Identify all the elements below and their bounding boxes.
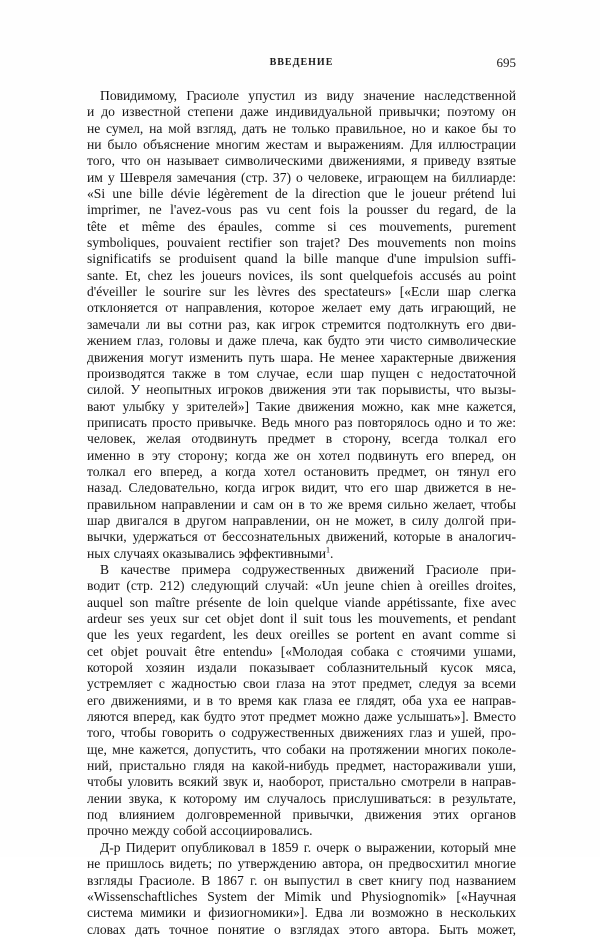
text-line [87, 137, 516, 153]
text-line [87, 676, 516, 692]
line-text: человек, желая отодвинуть предмет в сторону, всегда толкал его [87, 431, 516, 447]
text-line [87, 627, 516, 643]
text-line [87, 807, 516, 823]
line-text: под влиянием долговременной привычки, движения этих органов [87, 807, 516, 823]
text-line [87, 611, 516, 627]
text-line [87, 300, 516, 316]
line-text: которой хозяин издали показывает соблазнительный кусок мяса, [87, 660, 516, 676]
line-text: ний, пристально глядя на какой-нибудь предмет, настораживали уши, [87, 758, 516, 774]
text-line [87, 317, 516, 333]
text-line [87, 104, 516, 120]
line-text: именно в эту сторону; когда же он хотел подвинуть его вперед, он [87, 447, 516, 463]
line-text: Повидимому, Грасиоле упустил из виду значение наследственной [100, 88, 516, 103]
text-line [87, 497, 516, 513]
text-line [87, 595, 516, 611]
text-line [87, 693, 516, 709]
line-text: словах дать точное понятие о взглядах этого автора. Быть может, [87, 921, 516, 937]
text-line [87, 382, 516, 398]
text-line [87, 480, 516, 496]
text-line [87, 88, 516, 104]
line-text: ardeur ses yeux sur cet objet dont il suit tous les mouvements, et pendant [87, 611, 516, 626]
text-line [87, 366, 516, 382]
text-line [87, 415, 516, 431]
text-line [87, 170, 516, 186]
line-text: приписать просто привычке. Ведь много раз повторялось одно и то же: [87, 414, 516, 430]
line-text: лении звука, к которому им случалось прислушиваться: в результате, [87, 790, 516, 806]
line-text: шар двигался в другом направлении, он не может, в силу долгой при- [87, 512, 516, 528]
line-text: не пришлось видеть; по утверждению автора, он предвосхитил многие [87, 856, 516, 872]
text-line [87, 448, 516, 464]
line-text: производятся также в том случае, если шар пущен с недостаточной [87, 365, 516, 381]
line-text: его движениями, и в то время как глаза ее глядят, оба уха ее направ- [87, 692, 516, 708]
running-header [87, 55, 516, 71]
text-line [87, 350, 516, 366]
page-number: 695 [496, 55, 516, 70]
text-line [87, 513, 516, 529]
line-text: водит (стр. 212) следующий случай: «Un jeune chien à oreilles droites, [87, 578, 516, 594]
line-text: не сумел, на мой взгляд, дать не только правильное, но и какое бы то [87, 120, 516, 136]
text-line [87, 219, 516, 235]
text-line [87, 856, 516, 872]
line-text: прочно между собой ассоциировались. [87, 823, 313, 839]
line-text: sante. Et, chez les joueurs novices, ils sont quelquefois accusés au point [87, 267, 516, 283]
line-text: того, что он называет символическими движениями, я приведу взятые [87, 153, 516, 169]
line-text: auquel son maître présente de loin quelque viande appétissante, fixe avec [87, 594, 516, 610]
text-line [87, 644, 516, 660]
line-text: ще, мне кажется, допустить, что собаки на протяжении многих поколе- [87, 741, 516, 757]
text-line [87, 578, 516, 594]
line-text: В качестве примера содружественных движений Грасиоле при- [100, 561, 516, 577]
line-text: правильном направлении и сам он в то же время сильно желает, чтобы [87, 496, 516, 512]
line-text: «Si une bille dévie légèrement de la direction que le joueur prétend lui [87, 186, 516, 202]
body-text [87, 88, 516, 938]
text-line [87, 268, 516, 284]
text-line [87, 742, 516, 758]
text-line [87, 774, 516, 790]
line-text: ных случаях оказывались эффективными [87, 545, 327, 561]
text-line [87, 791, 516, 807]
line-text: «Wissenschaftliches System der Mimik und Physiognomik» [«Научная [87, 888, 516, 904]
line-text: вают улыбку у зрителей»] Такие движения можно, как мне кажется, [87, 398, 516, 414]
text-line [87, 464, 516, 480]
text-line [87, 121, 516, 137]
line-text: назад. Следовательно, когда игрок видит, что его шар движется в не- [87, 480, 516, 496]
text-line [87, 873, 516, 889]
line-text: и до известной степени даже индивидуальной привычки; поэтому он [87, 104, 516, 120]
line-text: замечали ли вы сотни раз, как игрок стремится подтолкнуть его дви- [87, 316, 516, 332]
line-text: им у Шевреля замечания (стр. 37) о человеке, играющем на биллиарде: [87, 169, 516, 185]
line-text: отклоняется от направления, которое желает ему дать играющий, не [87, 300, 516, 316]
line-text: вычки, удержаться от бессознательных движений, которые в аналогич- [87, 529, 516, 545]
text-line [87, 153, 516, 169]
text-line [87, 823, 516, 839]
text-line [87, 840, 516, 856]
text-line [87, 660, 516, 676]
line-text: толкал его вперед, а когда хотел остановить предмет, он тянул его [87, 463, 516, 479]
line-text: ни было объяснение многим жестам и выражениям. Для иллюстрации [87, 137, 516, 153]
line-text: d'éveiller le sourire sur les lèvres des spectateurs» [«Если шар слегка [87, 284, 516, 300]
text-line [87, 333, 516, 349]
line-text: система мимики и физиогномики»]. Едва ли возможно в нескольких [87, 905, 516, 921]
text-line [87, 202, 516, 218]
chapter-title: ВВЕДЕНИЕ [269, 57, 334, 68]
text-line [87, 905, 516, 921]
text-line [87, 546, 516, 562]
line-text: взгляды Грасиоле. В 1867 г. он выпустил в свет книгу под названием [87, 872, 516, 888]
line-text: tête et même des épaules, comme si ces mouvements, purement [87, 218, 516, 234]
text-line [87, 889, 516, 905]
line-text: imprimer, ne l'avez-vous pas vu cent fois la pousser du regard, de la [87, 202, 516, 218]
text-line [87, 186, 516, 202]
line-text: жением глаз, головы и даже плеча, как будто эти чисто символические [87, 333, 516, 349]
line-text: того, чтобы говорить о содружественных движениях глаз и ушей, про- [87, 725, 516, 741]
text-line [87, 758, 516, 774]
line-text: ляются вперед, как будто этот предмет можно даже услышать»]. Вместо [87, 709, 516, 725]
line-text: significatifs se produisent quand la bille manque d'une impulsion suffi- [87, 251, 516, 267]
line-text: движения могут изменить путь шара. Не менее характерные движения [87, 349, 516, 365]
text-line [87, 399, 516, 415]
text-line [87, 235, 516, 251]
text-line [87, 431, 516, 447]
line-text: que les yeux regardent, les deux oreilles se portent en avant comme si [87, 627, 516, 643]
line-text: cet objet pouvait être entendu» [«Молодая собака с стоячими ушами, [87, 643, 516, 659]
text-line [87, 709, 516, 725]
line-text: устремляет с жадностью свои глаза на этот предмет, следуя за всеми [87, 676, 516, 692]
line-tail: . [330, 545, 334, 561]
footnote-marker[interactable]: 1 [326, 545, 331, 555]
line-text: Д-р Пидерит опубликовал в 1859 г. очерк о выражении, который мне [100, 839, 516, 855]
line-text: силой. У неопытных игроков движения эти так порывисты, что вызы- [87, 382, 516, 398]
text-line [87, 725, 516, 741]
line-text: symboliques, pouvaient rectifier son trajet? Des mouvements non moins [87, 235, 516, 251]
text-line [87, 251, 516, 267]
line-text: чтобы уловить всякий звук и, наоборот, пристально смотрели в направ- [87, 774, 516, 790]
text-line [87, 284, 516, 300]
text-line [87, 562, 516, 578]
text-line [87, 529, 516, 545]
text-line [87, 922, 516, 938]
